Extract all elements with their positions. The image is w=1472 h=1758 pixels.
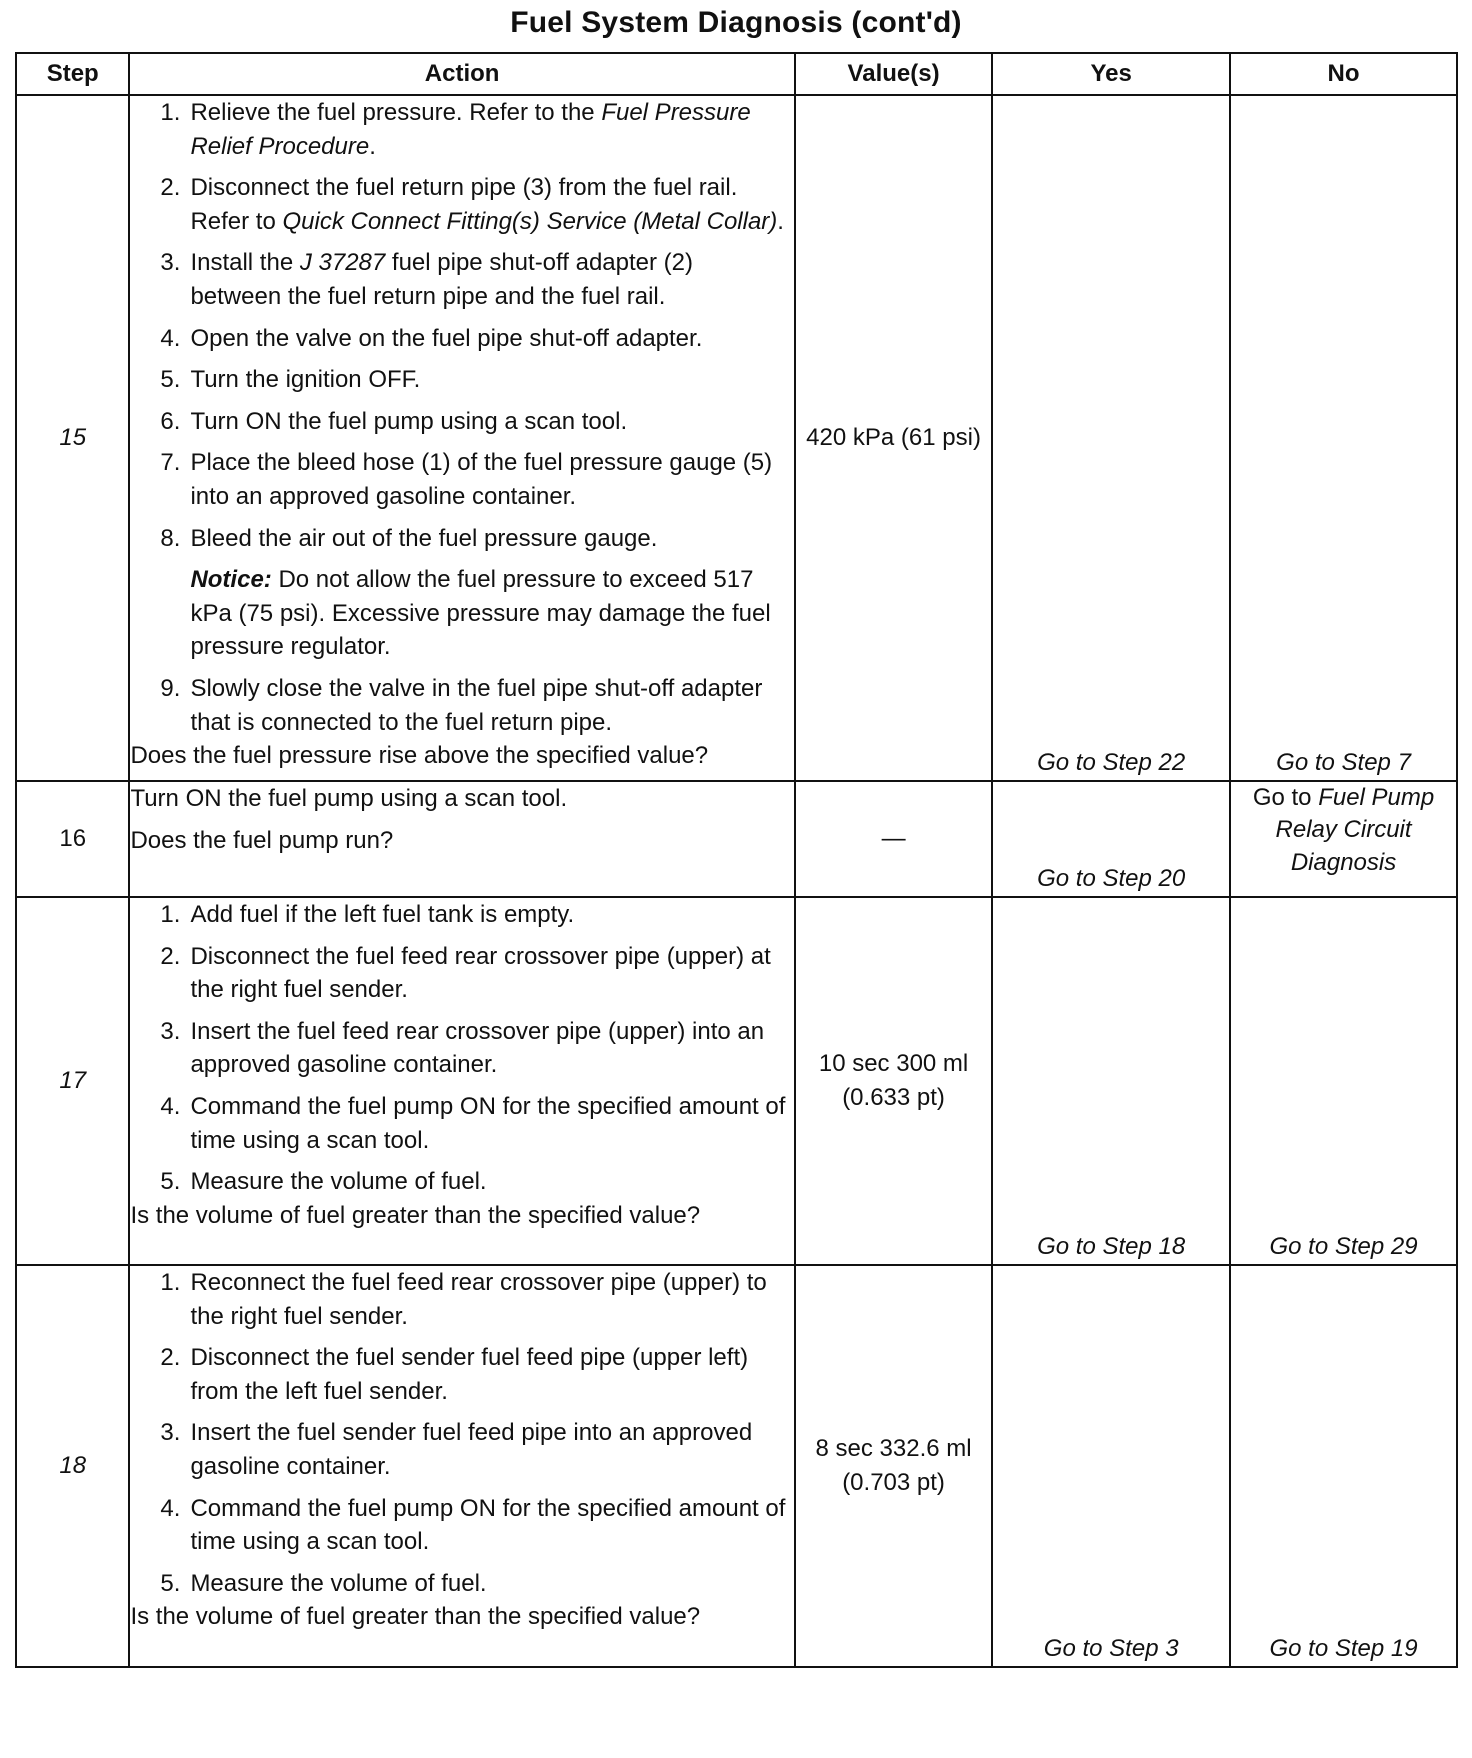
value-line: 8 sec 332.6 ml	[815, 1435, 972, 1463]
item-text: Bleed the air out of the fuel pressure gauge.	[190, 524, 658, 552]
action-item	[130, 446, 793, 513]
item-number: 2.	[160, 174, 181, 202]
table-row	[16, 897, 1457, 1265]
value-line: (0.633 pt)	[842, 1084, 945, 1111]
item-text: Insert the fuel sender fuel feed pipe into an approved gasoline container.	[190, 1419, 753, 1480]
table-row	[16, 95, 1457, 781]
step-number: 18	[16, 1265, 129, 1667]
header-row	[16, 53, 1457, 95]
item-number: 1.	[160, 901, 181, 928]
header-no: No	[1230, 53, 1457, 95]
diagnosis-table	[15, 52, 1458, 1668]
action-item	[130, 1492, 793, 1559]
step-question: Is the volume of fuel greater than the specified value?	[130, 1603, 701, 1631]
item-text: Insert the fuel feed rear crossover pipe (upper) into an approved gasoline container.	[190, 1017, 765, 1079]
item-number: 4.	[160, 1092, 181, 1120]
action-item	[130, 1090, 793, 1157]
action-item	[130, 1165, 793, 1199]
no-result: Go to Step 19	[1230, 1265, 1457, 1667]
item-text: Command the fuel pump ON for the specified amount of time using a scan tool.	[190, 1092, 786, 1154]
action-item	[130, 405, 793, 439]
item-text: Place the bleed hose (1) of the fuel pressure gauge (5) into an approved gasoline container.	[190, 449, 773, 510]
item-number: 1.	[160, 99, 181, 126]
action-item	[130, 246, 793, 313]
action-item	[130, 940, 793, 1007]
action-cell	[129, 95, 794, 781]
step-question: Is the volume of fuel greater than the specified value?	[130, 1201, 701, 1229]
item-text: Open the valve on the fuel pipe shut-off adapter.	[190, 324, 703, 352]
action-item	[130, 1015, 793, 1082]
item-number: 6.	[160, 407, 181, 435]
reference-link: Quick Connect Fitting(s) Service (Metal Collar)	[282, 207, 778, 235]
item-text: Disconnect the fuel return pipe (3) from the fuel rail. Refer to Quick Connect Fitting(s) Service (Metal Collar).	[190, 174, 784, 235]
action-item	[130, 363, 793, 397]
item-number: 5.	[160, 1168, 181, 1196]
item-text: Turn the ignition OFF.	[190, 366, 421, 394]
header-values: Value(s)	[795, 53, 992, 95]
value-cell: 420 kPa (61 psi)	[795, 95, 992, 781]
no-result: Go to Step 29	[1230, 897, 1457, 1265]
action-item	[130, 672, 793, 739]
no-result	[1230, 781, 1457, 897]
action-text: Turn ON the fuel pump using a scan tool.	[130, 785, 568, 812]
header-yes: Yes	[992, 53, 1230, 95]
item-text: Measure the volume of fuel.	[190, 1569, 487, 1597]
item-number: 7.	[160, 449, 181, 477]
value-cell: —	[795, 781, 992, 897]
no-prefix: Go to	[1252, 784, 1319, 811]
tool-reference: J 37287	[299, 249, 386, 277]
notice-block	[190, 563, 793, 664]
value-cell	[795, 897, 992, 1265]
item-text: Turn ON the fuel pump using a scan tool.	[190, 407, 628, 435]
item-number: 4.	[160, 1494, 181, 1522]
no-result: Go to Step 7	[1230, 95, 1457, 781]
item-number: 5.	[160, 366, 181, 394]
item-text: Add fuel if the left fuel tank is empty.	[190, 901, 575, 928]
action-item	[130, 96, 793, 163]
header-step: Step	[16, 53, 129, 95]
item-text: Relieve the fuel pressure. Refer to the Fuel Pressure Relief Procedure.	[190, 99, 751, 160]
reference-link: Fuel Pump Relay Circuit Diagnosis	[1275, 784, 1435, 876]
value-cell	[795, 1265, 992, 1667]
step-question: Does the fuel pressure rise above the specified value?	[130, 742, 709, 770]
value-line: 10 sec 300 ml	[818, 1050, 969, 1078]
item-number: 1.	[160, 1269, 181, 1296]
action-item	[130, 1266, 793, 1333]
item-text: Disconnect the fuel sender fuel feed pipe (upper left) from the left fuel sender.	[190, 1344, 749, 1405]
yes-result: Go to Step 3	[992, 1265, 1230, 1667]
page-title: Fuel System Diagnosis (cont'd)	[510, 6, 962, 39]
table-row	[16, 1265, 1457, 1667]
item-number: 2.	[160, 1344, 181, 1372]
notice-text: Do not allow the fuel pressure to exceed 517 kPa (75 psi). Excessive pressure may damage the fuel pressure regulator.	[190, 566, 771, 661]
item-number: 4.	[160, 324, 181, 352]
item-text: Install the J 37287 fuel pipe shut-off adapter (2) between the fuel return pipe and the fuel rail.	[190, 249, 693, 310]
action-item	[130, 522, 793, 556]
step-question: Does the fuel pump run?	[130, 826, 394, 854]
item-text: Slowly close the valve in the fuel pipe shut-off adapter that is connected to the fuel return pipe.	[190, 674, 763, 736]
item-text: Disconnect the fuel feed rear crossover pipe (upper) at the right fuel sender.	[190, 942, 771, 1004]
yes-result: Go to Step 18	[992, 897, 1230, 1265]
action-cell	[129, 1265, 794, 1667]
action-cell	[129, 897, 794, 1265]
yes-result: Go to Step 22	[992, 95, 1230, 781]
action-item	[130, 322, 793, 356]
item-number: 8.	[160, 524, 181, 552]
action-item	[130, 898, 793, 932]
item-number: 2.	[160, 942, 181, 970]
item-text: Measure the volume of fuel.	[190, 1168, 487, 1196]
item-number: 5.	[160, 1569, 181, 1597]
item-number: 9.	[160, 674, 181, 702]
action-item	[130, 1567, 793, 1601]
notice-label: Notice:	[190, 566, 272, 594]
item-text: Reconnect the fuel feed rear crossover pipe (upper) to the right fuel sender.	[190, 1269, 767, 1330]
yes-result: Go to Step 20	[992, 781, 1230, 897]
step-number: 15	[16, 95, 129, 781]
action-item	[130, 171, 793, 238]
table-row	[16, 781, 1457, 897]
action-cell	[129, 781, 794, 897]
item-number: 3.	[160, 249, 181, 277]
value-line: (0.703 pt)	[842, 1469, 945, 1496]
item-number: 3.	[160, 1419, 181, 1447]
action-item	[130, 1416, 793, 1483]
step-number: 16	[16, 781, 129, 897]
action-item	[130, 1341, 793, 1408]
step-number: 17	[16, 897, 129, 1265]
item-number: 3.	[160, 1017, 181, 1045]
header-action: Action	[129, 53, 794, 95]
reference-link: Fuel Pressure Relief Procedure	[190, 99, 751, 160]
item-text: Command the fuel pump ON for the specified amount of time using a scan tool.	[190, 1494, 786, 1556]
